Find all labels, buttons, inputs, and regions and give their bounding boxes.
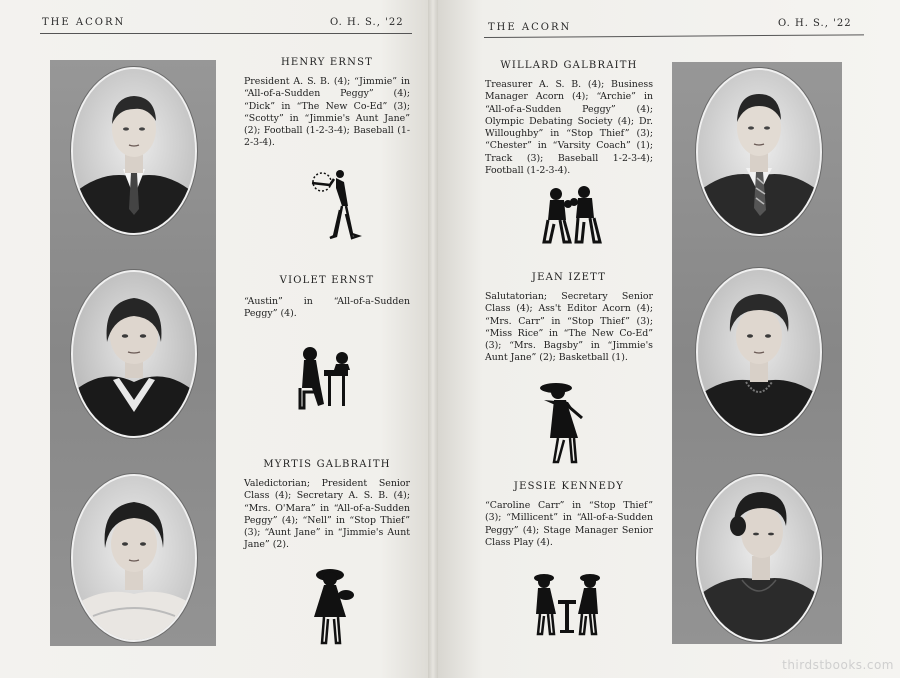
boy-juggling-silhouette-icon [300,166,366,242]
left-header-rule [40,33,412,34]
right-header-school: O. H. S., '22 [778,18,852,29]
myrtis-galbraith-name: MYRTIS GALBRAITH [263,459,391,470]
violet-ernst-name: VIOLET ERNST [279,275,375,286]
henry-ernst-name: HENRY ERNST [280,57,374,68]
jean-izett-bio: Salutatorian; Secretary Senior Class (4); Ass't Editor Acorn (4); “Mrs. Carr” in “Stop Thief” (3); “Miss Rice” in “The New Co-Ed” (3); “Mrs. Bagsby” in “Jimmie's Aunt Jane” (2); Basketball (1). [485,291,653,364]
jean-izett-name: JEAN IZETT [531,272,607,283]
henry-ernst-bio: President A. S. B. (4); “Jimmie” in “All-of-a-Sudden Peggy” (4); “Dick” in “The New Co-Ed” (3); “Scotty” in “Jimmie's Aunt Jane” (2); Football (1-2-3-4); Baseball (1-2-3-4). [244,76,410,149]
jean-izett-portrait [696,268,822,436]
jessie-kennedy-name: JESSIE KENNEDY [513,481,625,492]
boxers-silhouette-icon [540,186,602,244]
jessie-kennedy-portrait [696,474,822,642]
myrtis-galbraith-bio: Valedictorian; President Senior Class (4); Secretary A. S. B. (4); “Mrs. O'Mara” in “All-of-a-Sudden Peggy” (4); “Nell” in “Stop Thief” (3); “Aunt Jane” in “Jimmie's Aunt Jane” (2). [244,478,410,551]
willard-galbraith-portrait [696,68,822,236]
left-header-school: O. H. S., '22 [330,17,404,28]
girls-at-desk-silhouette-icon [294,344,356,410]
willard-galbraith-name: WILLARD GALBRAITH [500,60,638,71]
violet-ernst-portrait [71,270,197,438]
henry-ernst-portrait [71,67,197,235]
violet-ernst-bio: “Austin” in “All-of-a-Sudden Peggy” (4). [244,296,410,320]
woman-in-hat-silhouette-icon [538,378,594,464]
book-gutter [428,0,438,678]
willard-galbraith-bio: Treasurer A. S. B. (4); Business Manager Acorn (4); “Archie” in “All-of-a-Sudden Peggy” (4); Olympic Debating Society (4); Dr. Willoughby” in “Stop Thief” (3); “Chester” in “Varsity Coach” (1); Track (3); Baseball 1-2-3-4); Football (1-2-3-4). [485,79,653,177]
girl-with-basket-silhouette-icon [302,563,358,647]
tea-party-silhouette-icon [532,570,602,636]
left-header-title: THE ACORN [42,17,126,28]
myrtis-galbraith-portrait [71,474,197,642]
right-header-title: THE ACORN [488,22,572,33]
watermark: thirdstbooks.com [782,658,894,672]
jessie-kennedy-bio: “Caroline Carr” in “Stop Thief” (3); “Millicent” in “All-of-a-Sudden Peggy” (4); Stage Manager Senior Class Play (4). [485,500,653,548]
